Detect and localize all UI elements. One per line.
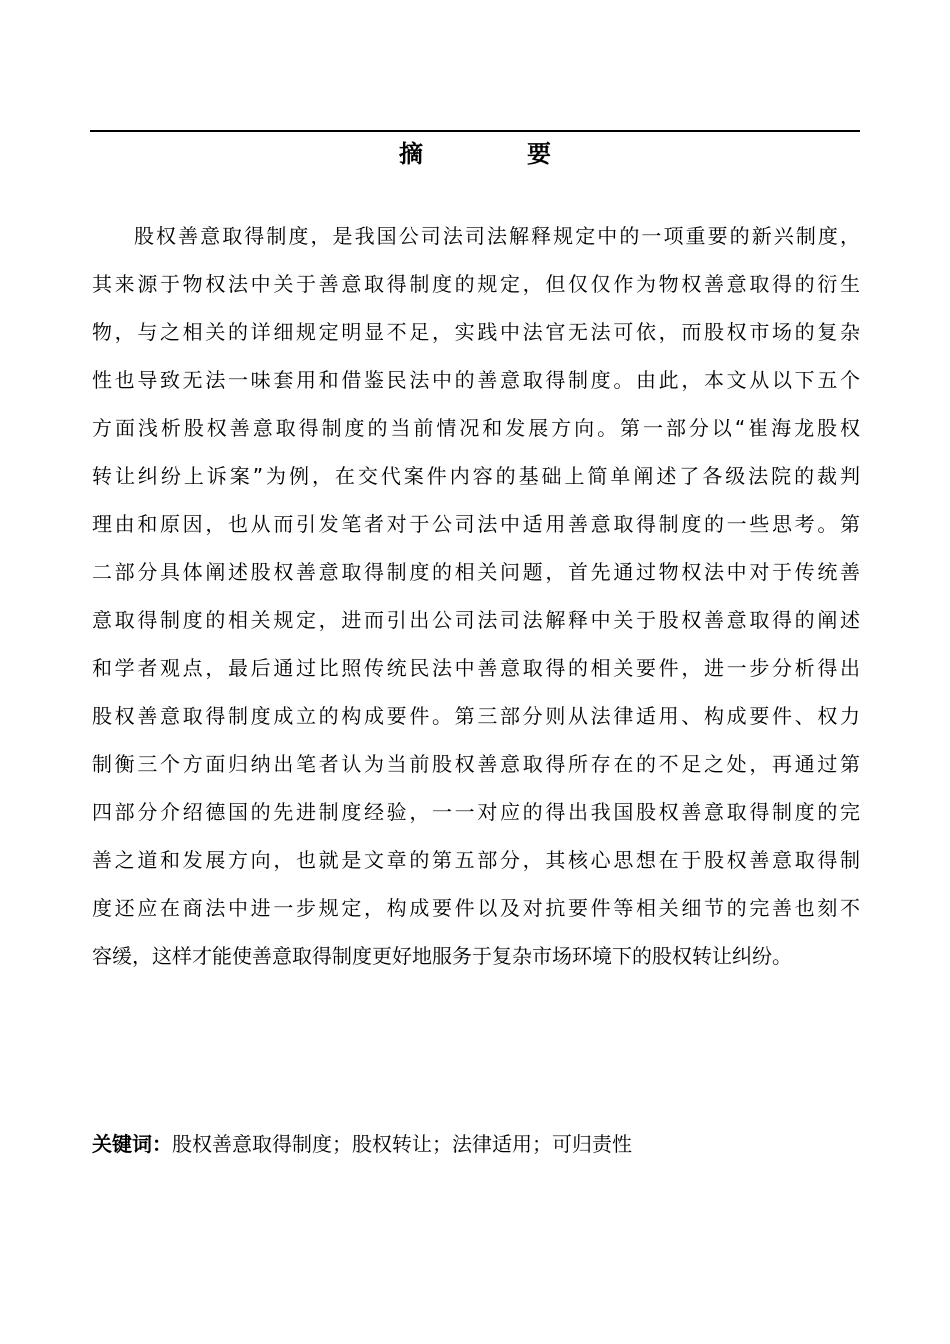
- abstract-line: 方面浅析股权善意取得制度的当前情况和发展方向。第一部分以“崔海龙股权: [92, 416, 860, 440]
- page-title: 摘 要: [399, 140, 591, 168]
- abstract-line: 物，与之相关的详细规定明显不足，实践中法官无法可依，而股权市场的复杂: [92, 320, 860, 344]
- abstract-line: 性也导致无法一味套用和借鉴民法中的善意取得制度。由此，本文从以下五个: [92, 368, 860, 392]
- abstract-line: 制衡三个方面归纳出笔者认为当前股权善意取得所存在的不足之处，再通过第: [92, 752, 860, 776]
- abstract-line: 理由和原因，也从而引发笔者对于公司法中适用善意取得制度的一些思考。第: [92, 512, 860, 536]
- abstract-line: 四部分介绍德国的先进制度经验，一一对应的得出我国股权善意取得制度的完: [92, 800, 860, 824]
- keywords-text: 股权善意取得制度；股权转让；法律适用；可归责性: [172, 1132, 632, 1156]
- keywords-line: [92, 1128, 632, 1160]
- keywords-label: 关键词：: [92, 1132, 172, 1156]
- abstract-line: 其来源于物权法中关于善意取得制度的规定，但仅仅作为物权善意取得的衍生: [92, 272, 860, 296]
- abstract-line: 和学者观点，最后通过比照传统民法中善意取得的相关要件，进一步分析得出: [92, 656, 860, 680]
- abstract-line: 容缓，这样才能使善意取得制度更好地服务于复杂市场环境下的股权转让纠纷。: [92, 944, 792, 968]
- header-rule: [90, 130, 860, 132]
- abstract-body: [92, 212, 860, 980]
- abstract-line: 转让纠纷上诉案”为例，在交代案件内容的基础上简单阐述了各级法院的裁判: [92, 464, 860, 488]
- abstract-line: 二部分具体阐述股权善意取得制度的相关问题，首先通过物权法中对于传统善: [92, 560, 860, 584]
- abstract-line: 股权善意取得制度成立的构成要件。第三部分则从法律适用、构成要件、权力: [92, 704, 860, 728]
- abstract-line: 意取得制度的相关规定，进而引出公司法司法解释中关于股权善意取得的阐述: [92, 608, 860, 632]
- abstract-line: 股权善意取得制度，是我国公司法司法解释规定中的一项重要的新兴制度，: [134, 224, 860, 248]
- abstract-line: 度还应在商法中进一步规定，构成要件以及对抗要件等相关细节的完善也刻不: [92, 896, 860, 920]
- abstract-line: 善之道和发展方向，也就是文章的第五部分，其核心思想在于股权善意取得制: [92, 848, 860, 872]
